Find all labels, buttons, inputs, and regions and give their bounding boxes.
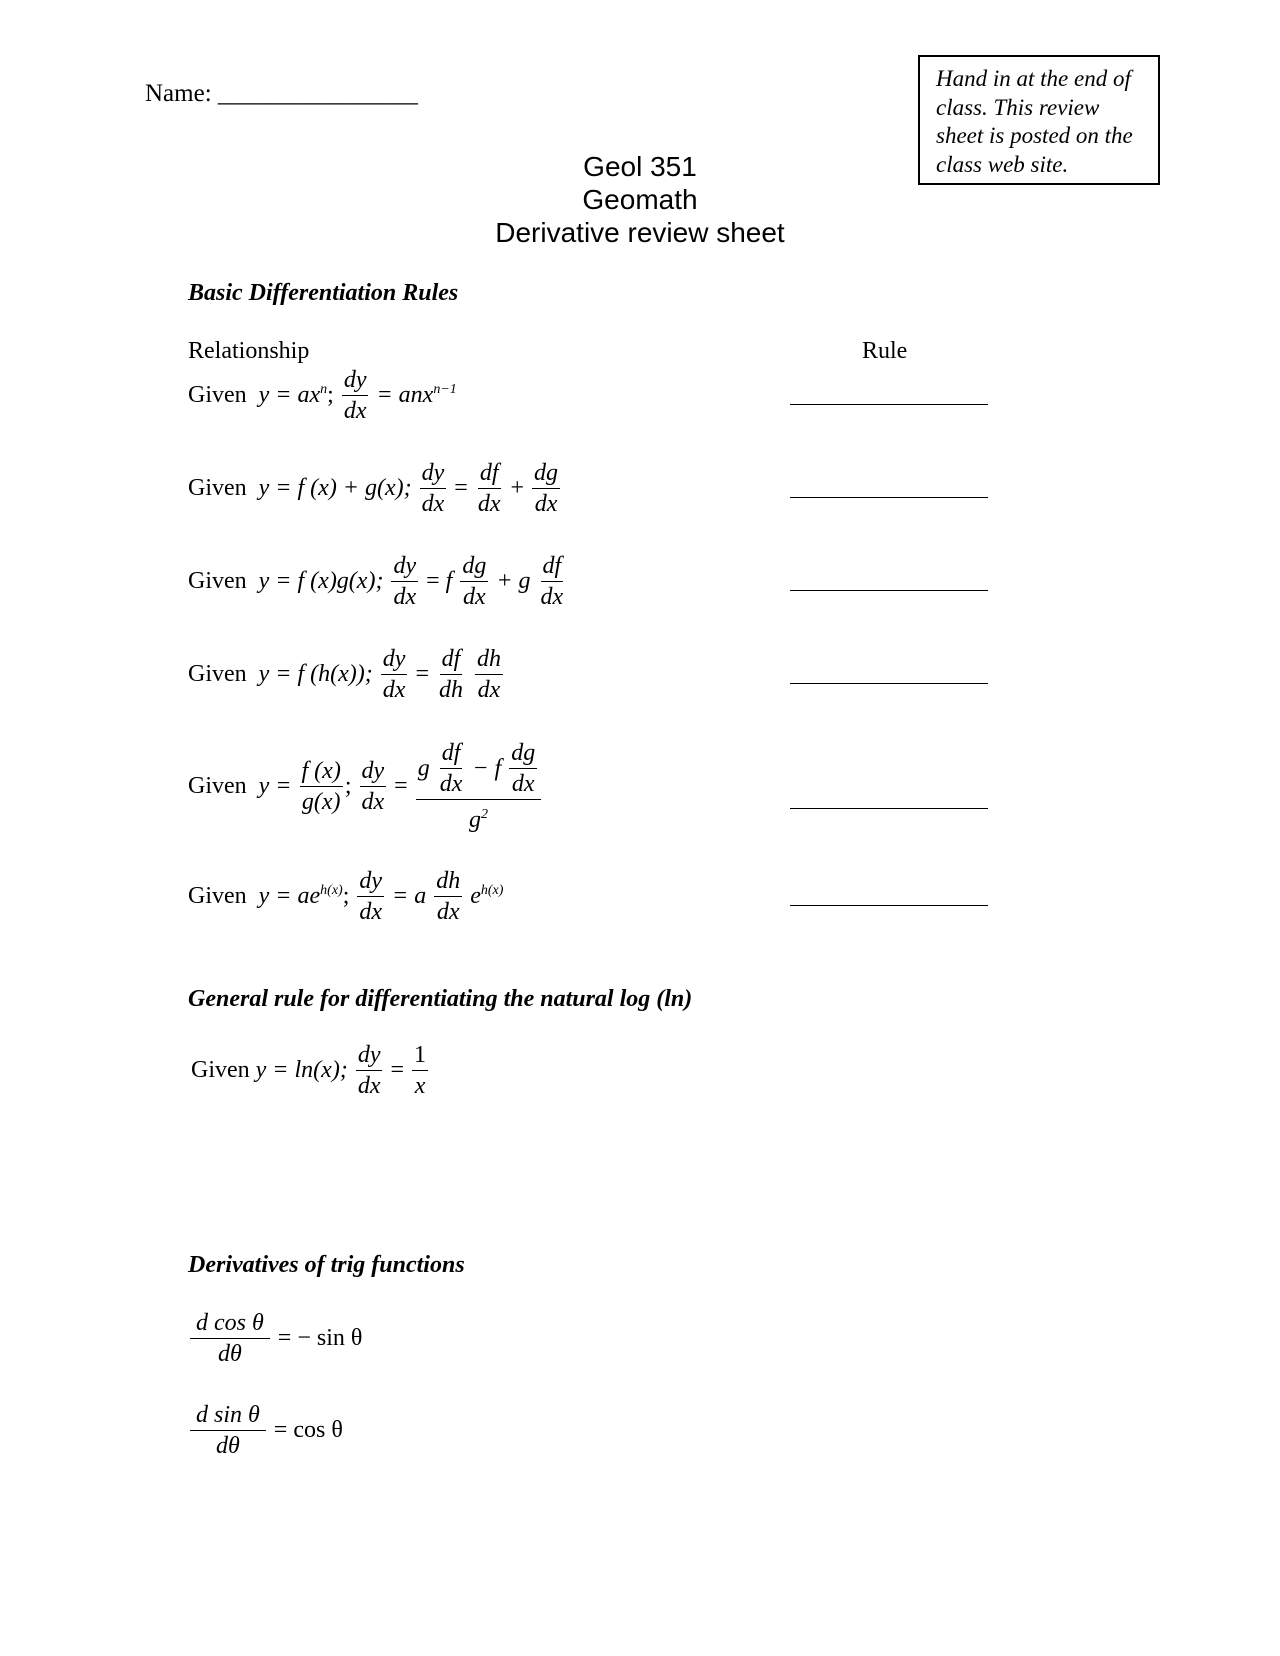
dy-dx-fraction bbox=[391, 551, 418, 612]
rhs-exponent: h(x) bbox=[480, 883, 504, 898]
numerator: 1 bbox=[412, 1040, 428, 1071]
numerator: df bbox=[440, 738, 463, 769]
dg-dx-fraction bbox=[532, 458, 560, 519]
df-dx-fraction bbox=[476, 458, 503, 519]
relationship-column-header: Relationship bbox=[188, 338, 310, 364]
numerator: dy bbox=[381, 644, 408, 675]
denominator: x bbox=[414, 1073, 426, 1099]
denominator: dθ bbox=[216, 1433, 240, 1459]
lhs: y = ax bbox=[258, 382, 321, 408]
given-label: Given bbox=[188, 661, 247, 687]
power-rule-equation bbox=[188, 365, 457, 426]
given-label: Given bbox=[188, 382, 247, 408]
denominator: dx bbox=[462, 584, 486, 610]
lhs: y = ln(x); bbox=[255, 1057, 348, 1083]
course-title: Geol 351 bbox=[583, 151, 697, 182]
rule-answer-blank-5[interactable] bbox=[790, 808, 988, 809]
lhs-exponent: h(x) bbox=[320, 883, 343, 898]
product-rule-equation: Given y = f (x)g(x); $\frac{dy}{dx}$ = f $\frac{dg}{dx}$ + g $\frac{df}{dx}$ bbox=[188, 553, 564, 610]
numerator: dy bbox=[356, 1040, 383, 1071]
denominator: dx bbox=[439, 771, 463, 797]
numerator: d cos θ bbox=[190, 1308, 270, 1339]
dy-dx-fraction bbox=[360, 756, 387, 817]
dy-dx-fraction bbox=[356, 1040, 383, 1101]
numerator: df bbox=[541, 551, 564, 582]
g: g bbox=[468, 807, 481, 833]
numerator: d sin θ bbox=[190, 1400, 266, 1431]
numerator: dy bbox=[391, 551, 418, 582]
denominator: dx bbox=[359, 899, 383, 925]
denominator: dx bbox=[540, 584, 564, 610]
dg-dx-fraction bbox=[460, 551, 488, 612]
given-label: Given bbox=[188, 568, 247, 594]
rhs-exponent: n−1 bbox=[433, 382, 457, 397]
df-dh-fraction bbox=[437, 644, 465, 705]
lhs: y = f (x) + g(x); bbox=[258, 475, 412, 501]
denominator: dx bbox=[477, 491, 501, 517]
denominator: dx bbox=[361, 789, 385, 815]
lhs: y = f (x)g(x); bbox=[258, 568, 384, 594]
numerator: dh bbox=[475, 644, 503, 675]
numerator: f (x) bbox=[300, 756, 343, 787]
ln-rule-equation: Given y = ln(x); $\frac{dy}{dx}$ = $\frac{1}{x}$ bbox=[191, 1042, 427, 1099]
plus-g-operator: + g bbox=[496, 568, 531, 594]
quotient-rule-equation: Given y = $\frac{f (x)}{g(x)}$ ; $\frac{dy}{dx}$ = g $\frac{df}{dx}$ − f $\frac{dg}{dx}$ $g^2$ bbox=[188, 738, 543, 835]
dy-dx-fraction bbox=[357, 866, 384, 927]
denominator: dh bbox=[439, 677, 463, 703]
dh-dx-fraction bbox=[475, 644, 503, 705]
handin-note-box: Hand in at the end of class. This review sheet is posted on the class web site. bbox=[918, 55, 1160, 185]
d-sin-fraction bbox=[190, 1400, 266, 1461]
given-label: Given bbox=[188, 773, 247, 799]
numerator: df bbox=[440, 644, 463, 675]
rhs: = anx bbox=[376, 382, 434, 408]
sin-derivative-equation bbox=[188, 1400, 343, 1461]
denominator: dx bbox=[382, 677, 406, 703]
rhs: = cos θ bbox=[273, 1417, 343, 1443]
title-block bbox=[430, 150, 850, 249]
numerator: dg bbox=[460, 551, 488, 582]
coefficient: f bbox=[445, 568, 453, 594]
exponential-rule-equation bbox=[188, 866, 503, 927]
basic-rules-heading: Basic Differentiation Rules bbox=[188, 280, 459, 306]
rule-answer-blank-2[interactable] bbox=[790, 497, 988, 498]
ln-rule-heading: General rule for differentiating the natural log (ln) bbox=[188, 986, 693, 1012]
rule-answer-blank-6[interactable] bbox=[790, 905, 988, 906]
coefficient: = a bbox=[392, 883, 427, 909]
numerator: dh bbox=[434, 866, 462, 897]
dy-dx-fraction bbox=[381, 644, 408, 705]
rule-column-header: Rule bbox=[862, 338, 908, 364]
separator: ; bbox=[342, 883, 350, 909]
quotient-numerator bbox=[416, 738, 542, 800]
plus-operator: + bbox=[510, 475, 525, 501]
separator: ; bbox=[327, 382, 334, 408]
course-subtitle: Geomath bbox=[582, 184, 698, 215]
dy-dx-fraction bbox=[420, 458, 447, 519]
sum-rule-equation: Given y = f (x) + g(x); $\frac{dy}{dx}$ = $\frac{df}{dx}$ + $\frac{dg}{dx}$ bbox=[188, 460, 559, 517]
dy-dx-fraction bbox=[342, 365, 369, 426]
lhs: y = f (h(x)); bbox=[258, 661, 373, 687]
minus-f-operator: − f bbox=[472, 755, 502, 782]
numerator: dg bbox=[509, 738, 537, 769]
denominator: g(x) bbox=[301, 789, 341, 815]
one-over-x-fraction bbox=[412, 1040, 428, 1101]
name-field-label: Name: ________________ bbox=[145, 80, 418, 107]
dh-dx-fraction bbox=[434, 866, 462, 927]
denominator: dx bbox=[357, 1073, 381, 1099]
dg-dx-fraction bbox=[509, 738, 537, 799]
denominator: dx bbox=[393, 584, 417, 610]
denominator: dx bbox=[436, 899, 460, 925]
df-dx-fraction bbox=[539, 551, 566, 612]
numerator: dy bbox=[357, 866, 384, 897]
numerator: dg bbox=[532, 458, 560, 489]
denominator: dx bbox=[343, 398, 367, 424]
squared-exponent: 2 bbox=[480, 807, 488, 822]
coefficient: g bbox=[417, 755, 430, 782]
rule-answer-blank-4[interactable] bbox=[790, 683, 988, 684]
quotient-fraction bbox=[416, 738, 542, 835]
quotient-denominator bbox=[467, 800, 490, 835]
rule-answer-blank-3[interactable] bbox=[790, 590, 988, 591]
rhs: = − sin θ bbox=[277, 1325, 363, 1351]
d-cos-fraction bbox=[190, 1308, 270, 1369]
denominator: dx bbox=[477, 677, 501, 703]
numerator: df bbox=[478, 458, 501, 489]
lhs: y = ae bbox=[258, 883, 321, 909]
numerator: dy bbox=[420, 458, 447, 489]
rule-answer-blank-1[interactable] bbox=[790, 404, 988, 405]
given-label: Given bbox=[188, 883, 247, 909]
chain-rule-equation: Given y = f (h(x)); $\frac{dy}{dx}$ = $\frac{df}{dh}$ $\frac{dh}{dx}$ bbox=[188, 646, 501, 703]
f-over-g-fraction bbox=[300, 756, 343, 817]
denominator: dθ bbox=[217, 1341, 242, 1367]
trig-heading: Derivatives of trig functions bbox=[188, 1252, 465, 1278]
given-label: Given bbox=[188, 475, 247, 501]
cos-derivative-equation bbox=[188, 1308, 362, 1369]
sheet-title: Derivative review sheet bbox=[495, 217, 785, 248]
denominator: dx bbox=[511, 771, 535, 797]
denominator: dx bbox=[421, 491, 445, 517]
numerator: dy bbox=[360, 756, 387, 787]
numerator: dy bbox=[342, 365, 369, 396]
df-dx-fraction bbox=[438, 738, 465, 799]
denominator: dx bbox=[534, 491, 558, 517]
lhs-exponent: n bbox=[320, 382, 328, 397]
given-label: Given bbox=[191, 1057, 250, 1083]
rhs: e bbox=[470, 883, 481, 909]
